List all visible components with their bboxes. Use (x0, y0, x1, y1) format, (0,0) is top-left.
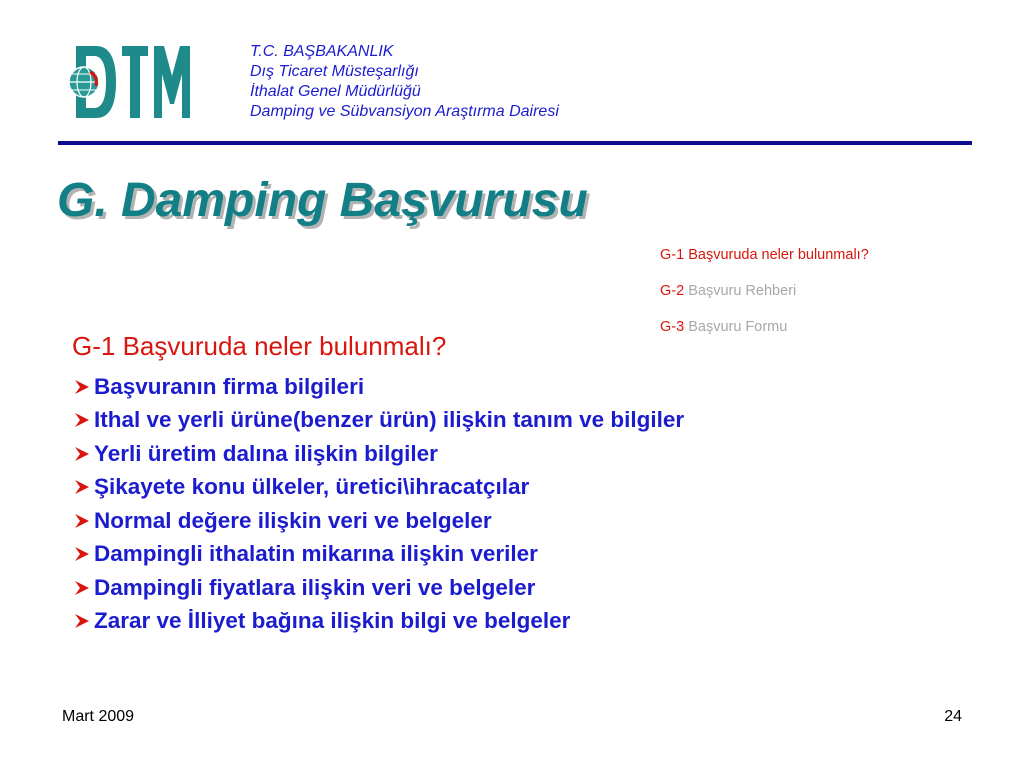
org-line: T.C. BAŞBAKANLIK (250, 43, 394, 60)
list-item (72, 571, 684, 605)
toc-code: G-2 (660, 283, 685, 299)
list-item (72, 370, 684, 404)
toc-label: Başvuru Formu (688, 319, 788, 335)
organization-header (250, 42, 559, 122)
list-item (72, 504, 684, 538)
arrow-bullet-icon (72, 511, 92, 531)
toc-label: Başvuruda neler bulunmalı? (688, 247, 869, 263)
list-item (72, 471, 684, 505)
arrow-bullet-icon (72, 377, 92, 397)
list-item-text: Yerli üretim dalına ilişkin bilgiler (94, 440, 438, 466)
arrow-bullet-icon (72, 477, 92, 497)
list-item (72, 605, 684, 639)
arrow-bullet-icon (72, 578, 92, 598)
arrow-bullet-icon (72, 410, 92, 430)
org-line: Dış Ticaret Müsteşarlığı (250, 63, 419, 80)
subsection-nav (660, 246, 869, 354)
requirements-list (72, 370, 684, 638)
list-item-text: Dampingli ithalatin mikarına ilişkin veriler (94, 541, 538, 567)
toc-code: G-1 (660, 247, 685, 263)
toc-item-g1[interactable] (660, 246, 869, 264)
section-heading: G-1 Başvuruda neler bulunmalı? (72, 331, 447, 361)
list-item (72, 538, 684, 572)
list-item-text: Şikayete konu ülkeler, üretici\ihracatçılar (94, 474, 530, 500)
list-item-text: Zarar ve İlliyet bağına ilişkin bilgi ve belgeler (94, 608, 571, 634)
dtm-logo (62, 36, 194, 128)
footer-date: Mart 2009 (62, 708, 135, 725)
org-line: Damping ve Sübvansiyon Araştırma Dairesi (250, 103, 559, 120)
arrow-bullet-icon (72, 444, 92, 464)
toc-item-g3[interactable] (660, 318, 869, 336)
list-item (72, 437, 684, 471)
toc-label: Başvuru Rehberi (688, 283, 797, 299)
header-divider (58, 141, 972, 145)
org-line: İthalat Genel Müdürlüğü (250, 83, 421, 100)
arrow-bullet-icon (72, 611, 92, 631)
list-item-text: Başvuranın firma bilgileri (94, 373, 365, 399)
page-number: 24 (944, 708, 962, 725)
toc-code: G-3 (660, 319, 685, 335)
toc-item-g2[interactable] (660, 282, 869, 300)
list-item-text: Dampingli fiyatlara ilişkin veri ve belgeler (94, 574, 536, 600)
list-item-text: Ithal ve yerli ürüne(benzer ürün) ilişkin tanım ve bilgiler (94, 407, 685, 433)
list-item-text: Normal değere ilişkin veri ve belgeler (94, 507, 492, 533)
list-item (72, 404, 684, 438)
arrow-bullet-icon (72, 544, 92, 564)
slide-title: G. Damping Başvurusu (57, 174, 588, 227)
